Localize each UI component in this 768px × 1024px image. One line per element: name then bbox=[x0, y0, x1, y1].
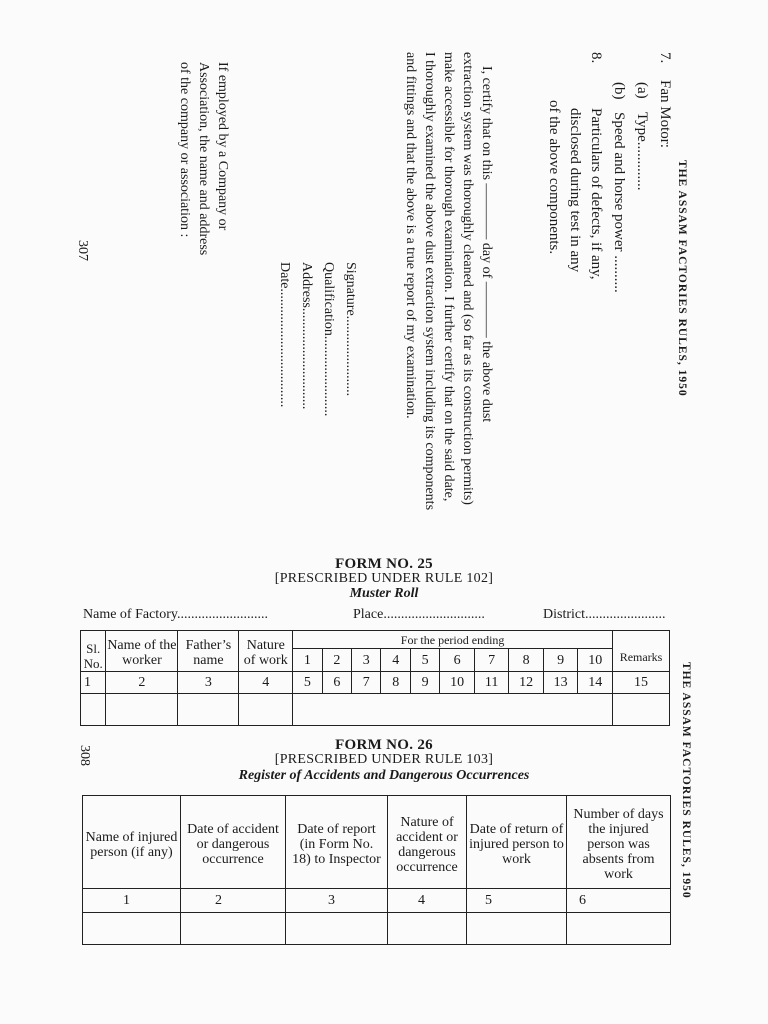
header-period-ending: For the period ending bbox=[293, 631, 613, 649]
period-day-5: 5 bbox=[410, 649, 439, 672]
item8-line2: disclosed during test in any bbox=[567, 108, 583, 273]
col-num: 6 bbox=[567, 888, 671, 912]
header-nature-of-work: Nature of work bbox=[239, 631, 293, 672]
entry-cell bbox=[83, 912, 181, 944]
col-num: 14 bbox=[578, 672, 613, 694]
col-num: 6 bbox=[322, 672, 351, 694]
item7b-label: (b) bbox=[611, 82, 627, 100]
employer-line2: Association, the name and address bbox=[196, 62, 211, 256]
item7-number: 7. bbox=[657, 52, 673, 64]
header-injured-person: Name of injured person (if any) bbox=[83, 796, 181, 889]
accidents-register-table bbox=[82, 795, 671, 945]
entry-cell bbox=[178, 694, 239, 726]
col-num: 5 bbox=[467, 888, 567, 912]
header-name-of-worker: Name of the worker bbox=[106, 631, 178, 672]
item8-line3: of the above components. bbox=[546, 100, 562, 255]
item7a-text: Type............. bbox=[634, 112, 650, 191]
running-head-307: THE ASSAM FACTORIES RULES, 1950 bbox=[676, 160, 688, 397]
header-date-of-report: Date of report (in Form No. 18) to Inspector bbox=[286, 796, 388, 889]
certification-line3: make accessible for thorough examination. I further certify that on the said date, bbox=[441, 52, 456, 502]
col-num: 3 bbox=[178, 672, 239, 694]
entry-cell bbox=[286, 912, 388, 944]
running-head-308: THE ASSAM FACTORIES RULES, 1950 bbox=[680, 662, 692, 899]
certification-line1: I, certify that on this ———— day of ———— the above dust bbox=[479, 66, 494, 423]
period-day-7: 7 bbox=[474, 649, 509, 672]
period-day-9: 9 bbox=[543, 649, 578, 672]
page-number-308: 308 bbox=[77, 745, 92, 766]
header-sl-no: Sl. No. bbox=[81, 631, 106, 672]
col-num: 4 bbox=[388, 888, 467, 912]
form25-rule: [PRESCRIBED UNDER RULE 102] bbox=[274, 571, 494, 586]
entry-cell bbox=[567, 912, 671, 944]
col-num: 13 bbox=[543, 672, 578, 694]
certification-line5: and fittings and that the above is a true report of my examination. bbox=[403, 52, 418, 419]
item8-line1: Particulars of defects, if any, bbox=[588, 108, 604, 280]
col-num: 1 bbox=[81, 672, 106, 694]
col-num: 12 bbox=[509, 672, 544, 694]
employer-line1: If employed by a Company or bbox=[215, 62, 230, 231]
period-day-6: 6 bbox=[440, 649, 475, 672]
col-num: 2 bbox=[181, 888, 286, 912]
col-num: 8 bbox=[381, 672, 410, 694]
col-num: 9 bbox=[410, 672, 439, 694]
form25-title: FORM NO. 25 bbox=[335, 556, 433, 572]
form25-caption: Muster Roll bbox=[349, 586, 419, 601]
item8-number: 8. bbox=[588, 52, 604, 64]
col-num: 3 bbox=[286, 888, 388, 912]
entry-cell bbox=[467, 912, 567, 944]
entry-cell bbox=[293, 694, 613, 726]
header-fathers-name: Father’s name bbox=[178, 631, 239, 672]
col-num: 4 bbox=[239, 672, 293, 694]
col-num: 11 bbox=[474, 672, 509, 694]
entry-cell bbox=[81, 694, 106, 726]
page-number-307: 307 bbox=[75, 240, 90, 261]
header-date-of-accident: Date of accident or dangerous occurrence bbox=[181, 796, 286, 889]
field-name-of-factory: Name of Factory.......................... bbox=[83, 607, 268, 622]
header-days-absent: Number of days the injured person was absents from work bbox=[567, 796, 671, 889]
field-district: District....................... bbox=[543, 607, 666, 622]
header-nature-of-accident: Nature of accident or dangerous occurrence bbox=[388, 796, 467, 889]
col-num: 10 bbox=[440, 672, 475, 694]
column-number-row bbox=[83, 888, 671, 912]
qualification-field: Qualification....................... bbox=[321, 262, 336, 417]
column-number-row bbox=[81, 672, 670, 694]
col-num: 1 bbox=[83, 888, 181, 912]
period-day-8: 8 bbox=[509, 649, 544, 672]
period-day-3: 3 bbox=[352, 649, 381, 672]
certification-line4: I thoroughly examined the above dust extraction system including its components bbox=[422, 52, 437, 511]
entry-cell bbox=[613, 694, 670, 726]
entry-cell bbox=[106, 694, 178, 726]
col-num: 5 bbox=[293, 672, 322, 694]
address-field: Address............................. bbox=[299, 262, 314, 410]
item7-text: Fan Motor: bbox=[657, 80, 673, 148]
form26-caption: Register of Accidents and Dangerous Occurrences bbox=[238, 768, 530, 783]
form26-rule: [PRESCRIBED UNDER RULE 103] bbox=[274, 752, 494, 767]
entry-cell bbox=[181, 912, 286, 944]
date-field: Date.................................. bbox=[277, 262, 292, 408]
period-day-4: 4 bbox=[381, 649, 410, 672]
header-date-of-return: Date of return of injured person to work bbox=[467, 796, 567, 889]
certification-line2: extraction system was thoroughly cleaned and (so far as its construction permits) bbox=[460, 52, 475, 505]
item7b-text: Speed and horse power .......... bbox=[611, 112, 627, 293]
accident-entry-row bbox=[83, 912, 671, 944]
field-place: Place............................. bbox=[353, 607, 485, 622]
col-num: 15 bbox=[613, 672, 670, 694]
item7a-label: (a) bbox=[634, 82, 650, 99]
entry-cell bbox=[239, 694, 293, 726]
period-day-10: 10 bbox=[578, 649, 613, 672]
col-num: 7 bbox=[352, 672, 381, 694]
col-num: 2 bbox=[106, 672, 178, 694]
signature-field: Signature....................... bbox=[343, 262, 358, 397]
muster-roll-table bbox=[80, 630, 670, 726]
entry-cell bbox=[388, 912, 467, 944]
period-day-1: 1 bbox=[293, 649, 322, 672]
period-day-2: 2 bbox=[322, 649, 351, 672]
form26-title: FORM NO. 26 bbox=[335, 737, 433, 753]
muster-entry-row bbox=[81, 694, 670, 726]
employer-line3: of the company or association : bbox=[177, 62, 192, 238]
header-remarks: Remarks bbox=[613, 631, 670, 672]
